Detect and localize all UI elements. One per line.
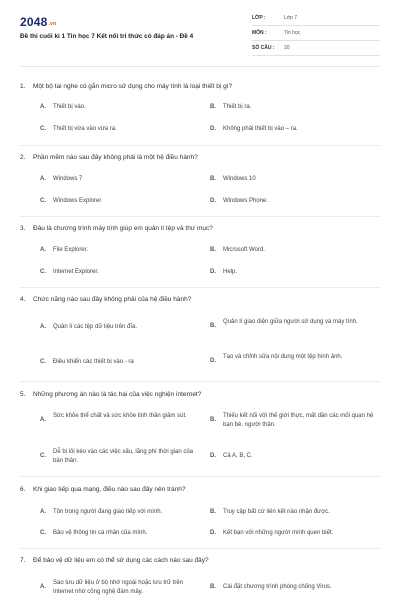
option-letter: A.: [40, 584, 46, 590]
question-text: [20, 224, 380, 233]
option-text: Tạo và chỉnh sửa nội dung một tệp hình ảnh.: [223, 354, 343, 360]
question-stem: Đâu là chương trình máy tính giúp em quản lí tệp và thư mục?: [33, 225, 213, 232]
question-stem: Phần mềm nào sau đây không phải là một hệ điều hành?: [33, 154, 198, 161]
option-letter: B.: [210, 247, 216, 253]
option-letter: D.: [210, 269, 216, 275]
option-letter: B.: [210, 323, 216, 329]
meta-value: 20: [284, 45, 290, 51]
meta-row-subject: [252, 26, 380, 41]
option-text: Tôn trọng người đang giao tiếp với mình.: [53, 509, 163, 515]
option-text: Microsoft Word.: [223, 247, 265, 253]
option-text: Điều khiển các thiết bị vào - ra: [53, 359, 134, 365]
option-letter: B.: [210, 509, 216, 515]
question-stem: Những phương án nào là tác hại của việc nghiện internet?: [33, 391, 202, 398]
question-divider: [20, 476, 380, 477]
option-letter: D.: [210, 198, 216, 204]
meta-label: MÔN :: [252, 30, 267, 36]
site-logo[interactable]: [20, 15, 56, 29]
option-letter: D.: [210, 358, 216, 364]
option-letter: C.: [40, 126, 46, 132]
option-letter: A.: [40, 417, 46, 423]
option-letter: A.: [40, 104, 46, 110]
question-text: [20, 485, 380, 494]
option-text: Thiết bị vừa vào vừa ra.: [53, 126, 117, 132]
meta-value: Tin học: [284, 30, 301, 36]
option-text: Thiết bị vào.: [53, 104, 86, 110]
option-letter: A.: [40, 247, 46, 253]
question-number: 5.: [20, 391, 26, 398]
option-text: Windows 7: [53, 176, 83, 182]
option-letter: B.: [210, 104, 216, 110]
option-text: Truy cập bất cứ liên kết nào nhận được.: [223, 509, 330, 515]
option-text: Internet Explorer.: [53, 269, 99, 275]
option-text: Bảo vệ thông tin cá nhân của mình.: [53, 530, 148, 536]
option-letter: A.: [40, 324, 46, 330]
option-text: Quản lí các tệp dữ liệu trên đĩa.: [53, 324, 138, 330]
option-letter: D.: [210, 453, 216, 459]
logo-suffix-text: .vn: [48, 21, 57, 27]
logo-main-text: 2048: [20, 15, 48, 29]
question-number: 2.: [20, 154, 26, 161]
option-text: Dễ bị lôi kéo vào các việc xấu, lãng phí thời gian của bản thân.: [53, 449, 194, 464]
option-letter: C.: [40, 198, 46, 204]
option-letter: D.: [210, 126, 216, 132]
option-text: Thiếu kết nối với thế giới thực, mất dần các mối quan hệ bạn bè, người thân.: [223, 413, 374, 428]
question-stem: Để bảo vệ dữ liệu em có thể sử dụng các cách nào sau đây?: [33, 557, 209, 564]
exam-meta-table: [252, 11, 380, 56]
meta-row-question-count: [252, 41, 380, 56]
option-text: Không phải thiết bị vào – ra.: [223, 126, 298, 132]
option-text: Quản lí giao diện giữa người sử dụng và máy tính.: [223, 319, 358, 325]
option-letter: C.: [40, 453, 46, 459]
option-text: Thiết bị ra.: [223, 104, 252, 110]
option-text: Windows Phone.: [223, 198, 269, 204]
question-stem: Khi giao tiếp qua mạng, điều nào sau đây nên tránh?: [33, 486, 186, 493]
option-text: File Explorer.: [53, 247, 89, 253]
question-divider: [20, 216, 380, 217]
question-text: [20, 556, 380, 565]
document-header: [0, 0, 400, 62]
option-letter: B.: [210, 176, 216, 182]
meta-row-class: [252, 11, 380, 26]
meta-label: SỐ CÂU :: [252, 45, 275, 51]
page-title: Đề thi cuối kì 1 Tin học 7 Kết nối tri thức có đáp án - Đề 4: [20, 33, 194, 40]
option-text: Windows Explorer: [53, 198, 102, 204]
question-number: 4.: [20, 296, 26, 303]
question-stem: Một bộ tai nghe có gắn micro sử dụng cho máy tính là loại thiết bị gì?: [33, 83, 233, 90]
question-text: [20, 153, 380, 162]
question-number: 6.: [20, 486, 26, 493]
question-divider: [20, 145, 380, 146]
question-text: [20, 295, 380, 304]
question-divider: [20, 548, 380, 549]
meta-label: LỚP :: [252, 15, 266, 21]
option-letter: A.: [40, 176, 46, 182]
question-stem: Chức năng nào sau đây không phải của hệ điều hành?: [33, 296, 192, 303]
option-text: Windows 10: [223, 176, 256, 182]
option-letter: C.: [40, 269, 46, 275]
option-letter: B.: [210, 584, 216, 590]
option-text: Sao lưu dữ liệu ở bộ nhớ ngoài hoặc lưu trữ trên Internet nhờ công nghệ đám mây.: [53, 580, 184, 595]
question-text: [20, 82, 380, 91]
option-text: Cả A, B, C.: [223, 453, 253, 459]
question-divider: [20, 287, 380, 288]
option-letter: B.: [210, 417, 216, 423]
option-letter: C.: [40, 530, 46, 536]
question-number: 7.: [20, 557, 26, 564]
question-number: 3.: [20, 225, 26, 232]
option-text: Help.: [223, 269, 238, 275]
question-divider: [20, 381, 380, 382]
meta-value: Lớp 7: [284, 15, 298, 21]
option-text: Cài đặt chương trình phòng chống Virus.: [223, 584, 332, 590]
header-divider: [20, 66, 380, 67]
option-text: Sức khỏe thể chất và sức khỏe tinh thần giảm sút.: [53, 413, 187, 419]
question-text: [20, 390, 380, 399]
option-letter: D.: [210, 530, 216, 536]
question-number: 1.: [20, 83, 26, 90]
option-text: Kết bạn với những người mình quen biết.: [223, 530, 334, 536]
option-letter: A.: [40, 509, 46, 515]
option-letter: C.: [40, 359, 46, 365]
